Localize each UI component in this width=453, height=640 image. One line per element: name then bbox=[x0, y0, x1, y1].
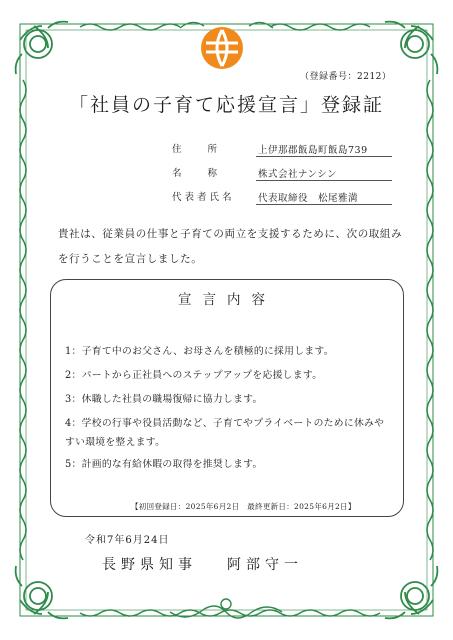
info-row-company-name bbox=[172, 165, 392, 181]
signer-name: 阿部守一 bbox=[227, 557, 303, 573]
registration-number: （登録番号：2212） bbox=[300, 72, 392, 82]
address-value: 上伊那郡飯島町飯島739 bbox=[256, 142, 392, 157]
declaration-item-3: 3：休職した社員の職場復帰に協力します。 bbox=[65, 394, 263, 405]
declaration-item-1: 1：子育て中のお父さん、お母さんを積極的に採用します。 bbox=[65, 346, 334, 357]
orange-logo-icon bbox=[200, 26, 244, 70]
intro-text: 貴社は、従業員の仕事と子育ての両立を支援するために、次の取組みを行うことを宣言しました。 bbox=[58, 228, 403, 265]
declaration-item-5: 5：計画的な有給休暇の取得を推奨します。 bbox=[65, 459, 263, 470]
issue-date: 令和7年6月24日 bbox=[85, 535, 170, 546]
declaration-heading: 宣言内容 bbox=[178, 292, 276, 308]
info-row-representative bbox=[172, 189, 392, 205]
signer bbox=[102, 554, 303, 574]
declaration-box bbox=[50, 279, 404, 517]
registration-dates: 【初回登録日：2025年6月2日 最終更新日：2025年6月2日】 bbox=[131, 502, 356, 511]
declaration-item-2: 2：パートから正社員へのステップアップを応援します。 bbox=[65, 370, 323, 381]
representative-value: 代表取締役 松尾雅満 bbox=[256, 190, 392, 205]
certificate-title: 「社員の子育て応援宣言」登録証 bbox=[68, 94, 384, 116]
address-label: 住所 bbox=[172, 144, 244, 155]
company-name-value: 株式会社ナンシン bbox=[256, 166, 392, 181]
info-row-address bbox=[172, 141, 392, 157]
declaration-item-4: 4：学校の行事や役員活動など、子育てやプライベートのために休みやすい環境を整えます。 bbox=[65, 418, 385, 448]
signer-title: 長野県知事 bbox=[102, 557, 197, 573]
company-name-label: 名称 bbox=[172, 168, 244, 179]
representative-label: 代表者氏名 bbox=[172, 192, 235, 203]
